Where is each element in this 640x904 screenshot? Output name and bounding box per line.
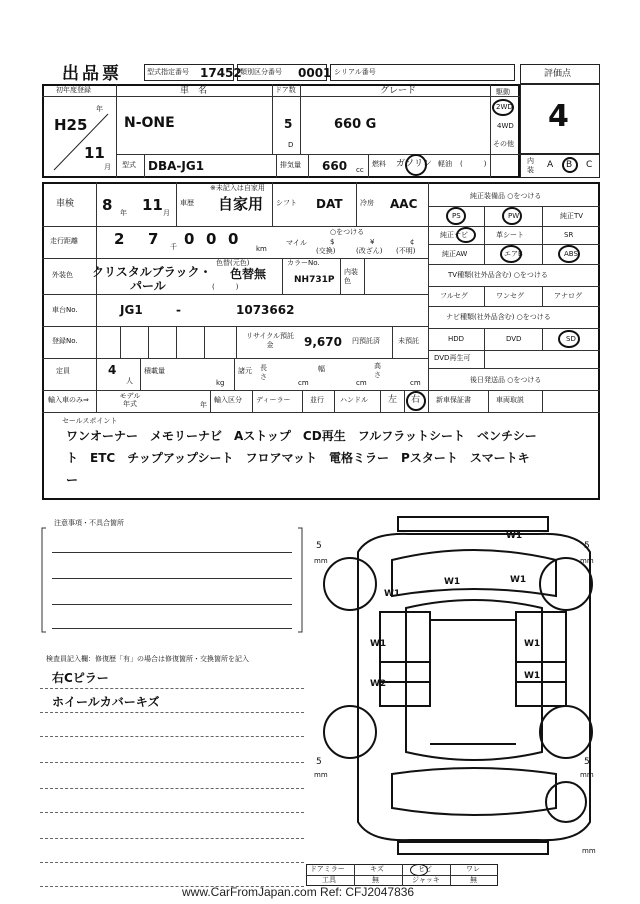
equip-aw: 純正AW (442, 250, 468, 258)
fuel-label: 燃料 (372, 160, 386, 168)
equip-pw-circle (502, 207, 522, 225)
car-name: N-ONE (124, 115, 175, 131)
car-damage-diagram (310, 512, 610, 862)
displacement-label: 排気量 (280, 161, 301, 169)
mileage-digit: 0 (206, 230, 217, 248)
equip-leather: 革シート (496, 231, 524, 239)
navi-sd: SD (566, 335, 576, 343)
doors-d: D (288, 141, 294, 149)
legend-tools: 工具 (322, 876, 336, 884)
tread-fl-mm: mm (314, 557, 328, 565)
import-category-label: 輸入区分 (214, 396, 242, 404)
first-reg-month-label: 月 (104, 163, 111, 171)
first-reg-year-label: 年 (96, 105, 103, 113)
shaken-year-label: 年 (120, 209, 127, 217)
mileage-digits (104, 228, 280, 256)
tread-rl-mm: mm (314, 771, 328, 779)
damage-mark: W1 (506, 531, 523, 541)
unknown-symbol: ¢ (410, 238, 415, 246)
tv-full-seg: フルセグ (440, 292, 468, 300)
model-cert-no: 17452 (200, 66, 242, 80)
tread-fr-mm: mm (580, 557, 594, 565)
handle-right: 右 (411, 395, 421, 405)
color-no-label: カラーNo. (287, 259, 320, 267)
grade-header: グレード (380, 86, 417, 96)
chassis-number: 1073662 (236, 303, 295, 317)
load-kg: kg (216, 379, 225, 387)
damage-mark: W1 (524, 671, 541, 681)
damage-mark: W1 (510, 575, 527, 585)
doors-value: 5 (284, 117, 293, 131)
mileage-digit: 7 (148, 230, 159, 248)
interior-c: C (586, 160, 593, 170)
damage-mark: W1 (384, 589, 401, 599)
mileage-mile: マイル (286, 239, 307, 247)
model-year-label: モデル年式 (119, 392, 141, 408)
handle-left: 左 (388, 395, 398, 405)
legend-jack: ジャッキ (412, 876, 440, 884)
diesel-paren: ( ) (460, 160, 487, 168)
model-year-unit: 年 (200, 401, 207, 409)
mileage-km: km (256, 245, 267, 253)
interior-color-label: 内装色 (344, 268, 358, 285)
equip-ps: PS (452, 212, 461, 220)
ac-value: AAC (390, 197, 418, 211)
first-reg-year: H25 (54, 116, 88, 134)
type-value: DBA-JG1 (148, 159, 205, 173)
drive-other: その他 (493, 140, 514, 148)
length-cm: cm (298, 379, 309, 387)
interior-b: B (566, 160, 573, 170)
capacity-label: 定員 (56, 367, 70, 375)
tv-analog: アナログ (554, 292, 582, 300)
shift-label: シフト (276, 199, 297, 207)
shaken-label: 車検 (56, 199, 75, 209)
tread-spare-mm: mm (582, 847, 596, 855)
retro-manual: 車両取説 (496, 396, 524, 404)
watermark-text: www.CarFromJapan.com Ref: CFJ2047836 (182, 885, 415, 899)
sheet-title: 出品票 (62, 64, 122, 84)
handle-label: ハンドル (340, 396, 368, 404)
use-label: 車歴 (180, 199, 194, 207)
grade-text: 660 G (334, 117, 377, 132)
legend-scratch: キズ (370, 865, 384, 873)
model-cert-label: 型式指定番号 (147, 68, 189, 76)
doors-label: ドア数 (275, 86, 296, 94)
capacity-value: 4 (108, 363, 117, 377)
equip-aircon-circle (500, 245, 522, 263)
drive-label: 駆動 (496, 88, 510, 96)
equip-pw: PW (508, 212, 520, 220)
legend-tools-none: 無 (372, 876, 379, 884)
dealer-option: ディーラー (256, 396, 291, 404)
type-label: 型式 (122, 161, 136, 169)
chassis-dash: - (176, 303, 181, 317)
fuel-value: ガソリン (396, 159, 433, 169)
shaken-month-label: 月 (163, 209, 170, 217)
tv-one-seg: ワンセグ (496, 292, 524, 300)
load-label: 積載量 (144, 367, 165, 375)
mileage-digit: 2 (114, 230, 125, 248)
interior-a: A (547, 160, 554, 170)
equip-tv: 純正TV (560, 212, 584, 220)
reg-no-label: 登録No. (52, 337, 78, 345)
retro-warranty: 新車保証書 (436, 396, 471, 404)
height-label: 高さ (374, 362, 381, 379)
width-cm: cm (356, 379, 367, 387)
date-slash (50, 112, 112, 172)
navi-title: ナビ種類(社外品含む) ○をつける (446, 313, 551, 321)
tread-rr: 5 (584, 757, 590, 767)
inspector-label: 検査員記入欄：修復歴「有」の場合は修復箇所・交換箇所を記入 (46, 655, 249, 663)
navi-hdd: HDD (448, 335, 465, 343)
recycle-label: リサイクル預託金 (245, 332, 295, 349)
mileage-circle-note: ○をつける (330, 228, 365, 236)
grade-label: 評価点 (544, 69, 572, 79)
caution-label: 注意事項・不具合箇所 (54, 519, 124, 527)
first-reg-label: 初年度登録 (56, 86, 91, 94)
navi-dvd-play: DVD再生可 (434, 354, 471, 362)
tread-rr-mm: mm (580, 771, 594, 779)
legend-jack-none: 無 (470, 876, 477, 884)
chassis-label: 車台No. (52, 306, 78, 314)
equip-sr: SR (564, 231, 574, 239)
shift-value: DAT (316, 197, 343, 211)
color-value-line2: パール (130, 279, 166, 293)
exchange-label: (交換) (316, 247, 336, 255)
equip-ps-circle (446, 207, 466, 225)
repaint-value: 色替無 (230, 267, 267, 281)
interior-label: 内装 (527, 157, 534, 174)
fuel-circle (405, 154, 427, 176)
genuine-title: 純正装備品 ○をつける (470, 192, 542, 200)
retro-title: 後日発送品 ○をつける (470, 376, 542, 384)
inspector-line2: ホイールカバーキズ (52, 695, 160, 709)
car-name-label: 車 名 (180, 86, 208, 96)
sales-line3: ー (66, 473, 79, 487)
exchange-symbol: $ (330, 238, 335, 246)
first-reg-month: 11 (84, 144, 105, 162)
tv-title: TV種類(社外品含む) ○をつける (448, 271, 548, 279)
sales-line2: ト ETC チップアップシート フロアマット 電格ミラー Pスタート スマートキ (66, 451, 530, 465)
tread-rl: 5 (316, 757, 322, 767)
navi-dvd: DVD (506, 335, 522, 343)
tread-fr: 5 (584, 541, 590, 551)
grade-value: 4 (548, 99, 569, 134)
equip-navi: 純正ナビ (440, 231, 468, 239)
use-note: ※未記入は自家用 (210, 184, 265, 192)
sales-line1: ワンオーナー メモリーナビ Aストップ CD再生 フルフラットシート ベンチシー (66, 429, 537, 443)
drive-4wd: 4WD (497, 122, 514, 130)
equip-abs: ABS (564, 250, 578, 258)
length-label: 長さ (260, 364, 267, 381)
mileage-digit: 0 (184, 230, 195, 248)
damage-mark: W2 (370, 679, 387, 689)
import-label: 輸入車のみ⇒ (48, 396, 89, 404)
inspector-line1: 右Cピラー (52, 671, 109, 685)
parallel-option: 並行 (310, 396, 324, 404)
drive-2wd: 2WD (496, 103, 513, 111)
repaint-paren: ( ) (212, 283, 239, 291)
drive-2wd-circle (492, 99, 514, 116)
use-value: 自家用 (218, 195, 264, 213)
recycle-unit: 円預託済 (352, 337, 380, 345)
displacement-cc: cc (356, 166, 364, 174)
ac-label: 冷房 (360, 199, 374, 207)
mileage-thousand: 千 (170, 243, 177, 251)
legend-mirror: ドアミラー (310, 865, 345, 873)
width-label: 幅 (318, 365, 325, 373)
equip-navi-circle (456, 227, 476, 243)
damage-mark: W1 (444, 577, 461, 587)
repaint-label: 色替(元色) (216, 259, 250, 267)
shaken-month: 11 (142, 196, 163, 214)
height-cm: cm (410, 379, 421, 387)
dims-label: 諸元 (238, 367, 252, 375)
displacement-value: 660 (322, 159, 348, 173)
recycle-value: 9,670 (304, 335, 342, 349)
mileage-label: 走行距離 (50, 237, 78, 245)
damage-mark: W1 (524, 639, 541, 649)
sales-label: セールスポイント (62, 417, 118, 425)
navi-sd-circle (558, 330, 580, 348)
color-label: 外装色 (52, 271, 73, 279)
interior-b-circle (562, 157, 578, 173)
damage-mark: W1 (370, 639, 387, 649)
legend-crack-circle (410, 864, 428, 876)
mileage-digit: 0 (228, 230, 239, 248)
category-no: 0001 (298, 66, 332, 80)
color-value-line1: クリスタルブラック・ (92, 265, 212, 279)
modified-label: (改ざん) (356, 247, 383, 255)
legend-crack: ヒビ (418, 865, 432, 873)
diesel-label: 軽油 (438, 160, 452, 168)
handle-right-circle (406, 391, 426, 411)
shaken-year: 8 (102, 196, 113, 214)
capacity-unit: 人 (126, 377, 133, 385)
recycle-unpaid: 未預託 (398, 337, 419, 345)
tread-fl: 5 (316, 541, 322, 551)
serial-label: シリアル番号 (334, 68, 376, 76)
chassis-prefix: JG1 (120, 303, 143, 317)
unknown-label: (不明) (396, 247, 416, 255)
equip-aircon: エアB (504, 250, 523, 258)
color-no-value: NH731P (294, 275, 335, 285)
category-label: 類別区分番号 (240, 68, 282, 76)
legend-dent: ワレ (466, 865, 480, 873)
caution-bracket (40, 526, 304, 636)
equip-abs-circle (558, 245, 580, 263)
modified-symbol: ¥ (370, 238, 375, 246)
